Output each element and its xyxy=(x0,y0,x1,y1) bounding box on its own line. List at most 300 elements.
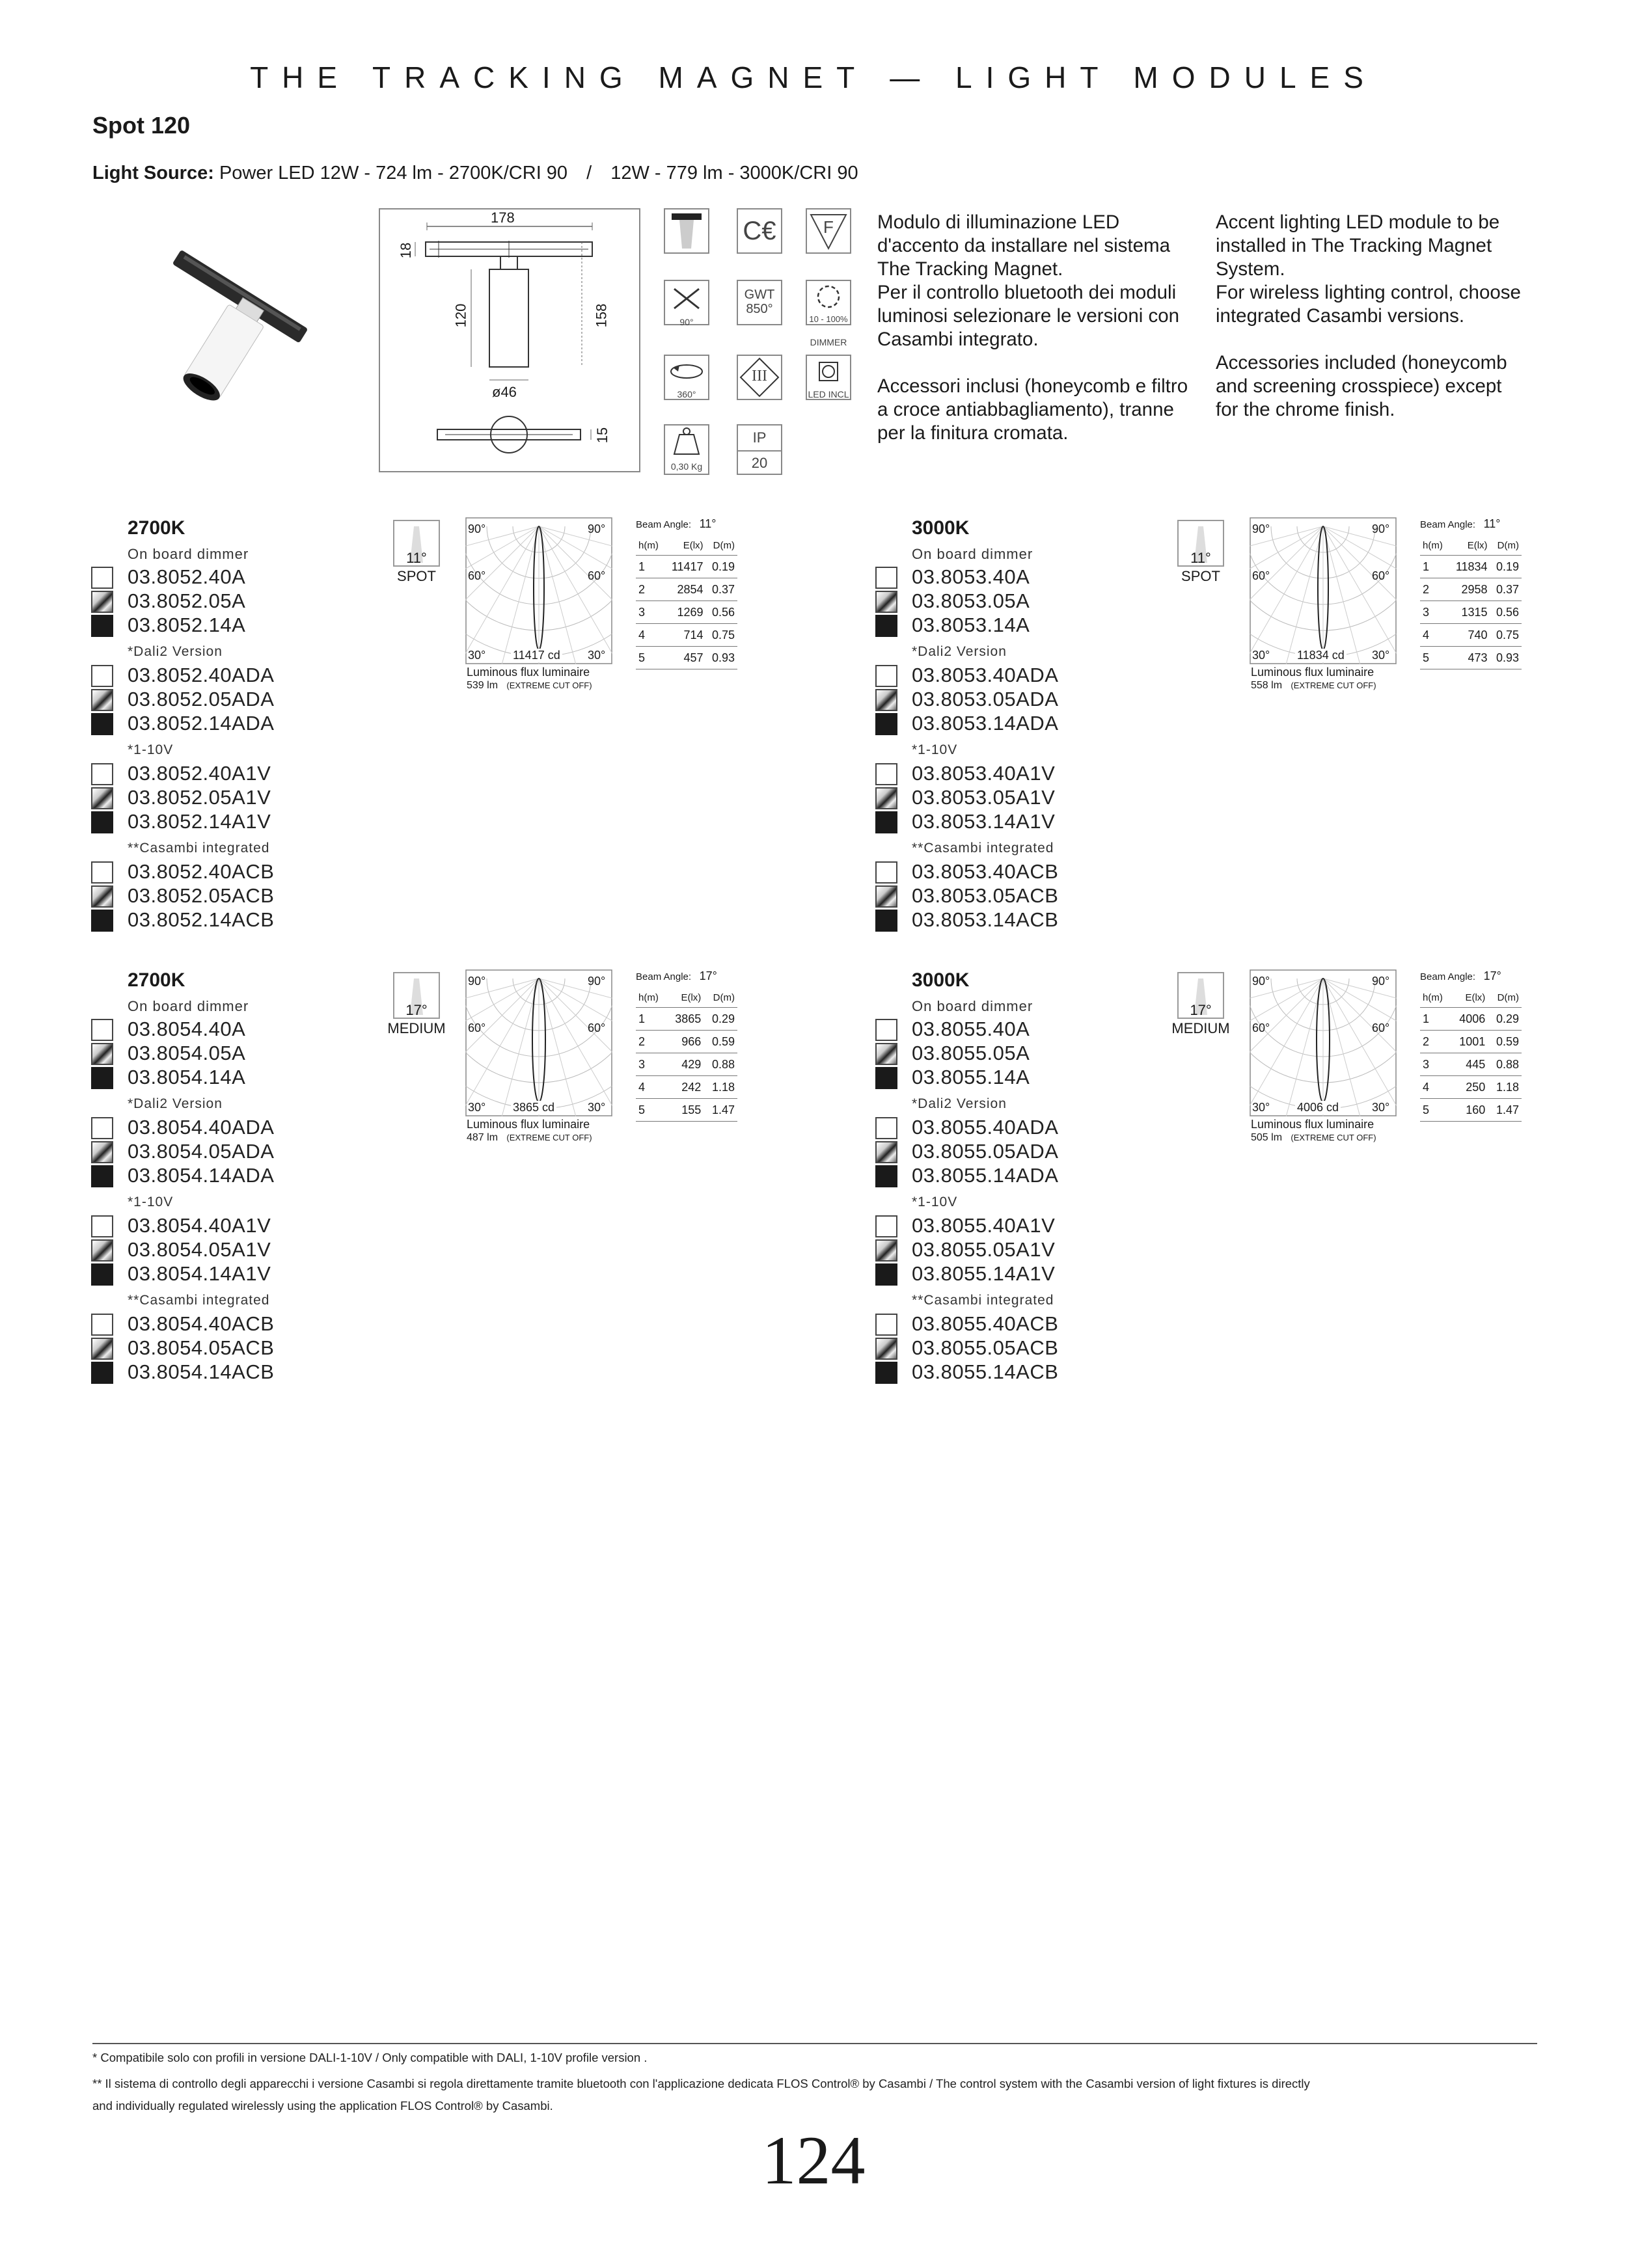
table-header-cell: E(lx) xyxy=(1449,535,1490,556)
table-cell: 0.75 xyxy=(706,624,737,647)
polar-angle-30-left: 30° xyxy=(468,1101,486,1114)
led-included-icon: LED INCL xyxy=(806,355,851,400)
dim-diameter: ø46 xyxy=(492,384,517,400)
product-code: 03.8054.05A xyxy=(128,1042,246,1064)
description-en-line: Accent lighting LED module to be xyxy=(1216,211,1500,233)
table-row xyxy=(1420,647,1522,669)
table-row xyxy=(636,624,737,647)
beam-angle-badge: 17° xyxy=(405,1002,428,1018)
polar-angle-90-right: 90° xyxy=(1372,975,1390,988)
polar-candela: 4006 cd xyxy=(1295,1101,1341,1114)
code-group-label: *1-10V xyxy=(128,1195,174,1209)
product-code: 03.8052.40A1V xyxy=(128,762,271,785)
table-cell: 155 xyxy=(666,1099,704,1122)
beam-angle-label: Beam Angle: xyxy=(636,519,692,530)
product-code: 03.8052.14A xyxy=(128,614,246,636)
code-group-label: **Casambi integrated xyxy=(912,841,1054,856)
product-code: 03.8055.40A xyxy=(912,1018,1030,1040)
footnote-3: and individually regulated wirelessly using the application FLOS Control® by Casambi. xyxy=(92,2099,553,2113)
gwt-icon: GWT 850° xyxy=(737,280,782,325)
beam-type-label: MEDIUM xyxy=(1171,1020,1230,1036)
table-cell: 0.93 xyxy=(706,647,737,669)
beam-angle-label: Beam Angle: xyxy=(1420,519,1476,530)
code-group-label: **Casambi integrated xyxy=(128,841,270,856)
product-code: 03.8052.14ADA xyxy=(128,712,275,735)
table-cell: 1 xyxy=(636,556,664,578)
photometric-table xyxy=(636,988,737,1122)
product-code: 03.8054.05A1V xyxy=(128,1238,271,1261)
product-code: 03.8053.14A1V xyxy=(912,810,1056,833)
finish-swatch-chrome xyxy=(875,689,897,711)
product-code: 03.8055.14A1V xyxy=(912,1262,1056,1285)
flux-lumens: 487 lm xyxy=(467,1132,499,1143)
beam-angle-label: Beam Angle: xyxy=(1420,971,1476,982)
table-cell: 2 xyxy=(636,578,664,601)
product-code: 03.8053.14ACB xyxy=(912,908,1059,931)
finish-swatch-white xyxy=(875,861,897,884)
flux-label: Luminous flux luminaire xyxy=(467,666,590,679)
polar-angle-60-left: 60° xyxy=(1252,1021,1270,1034)
cut-off-label: (EXTREME CUT OFF) xyxy=(506,681,592,690)
product-code: 03.8052.05A1V xyxy=(128,786,271,809)
table-row xyxy=(1420,1099,1522,1122)
finish-swatch-black xyxy=(91,1165,113,1187)
table-cell: 3 xyxy=(636,601,664,624)
finish-swatch-chrome xyxy=(875,885,897,908)
table-header-cell: h(m) xyxy=(1420,535,1449,556)
cut-off-label: (EXTREME CUT OFF) xyxy=(1291,1133,1376,1142)
table-cell: 5 xyxy=(636,1099,666,1122)
polar-angle-30-right: 30° xyxy=(588,1101,606,1114)
table-header-cell: D(m) xyxy=(706,535,737,556)
table-header-cell: h(m) xyxy=(636,988,666,1008)
beam-angle-badge: 11° xyxy=(406,550,427,566)
finish-swatch-black xyxy=(91,910,113,932)
footnote-1: * Compatibile solo con profili in versione DALI-1-10V / Only compatible with DALI, 1-10V profile version . xyxy=(92,2051,648,2064)
beam-angle-label: Beam Angle: xyxy=(636,971,692,982)
weight-icon: 0,30 Kg xyxy=(664,424,709,475)
product-code: 03.8055.05ADA xyxy=(912,1140,1059,1163)
finish-swatch-white xyxy=(91,1215,113,1237)
product-code: 03.8053.05A xyxy=(912,589,1030,612)
section-subtitle: On board dimmer xyxy=(912,998,1033,1014)
finish-swatch-black xyxy=(875,910,897,932)
table-cell: 1 xyxy=(1420,556,1449,578)
product-code: 03.8054.14ADA xyxy=(128,1164,275,1187)
product-code: 03.8053.05ACB xyxy=(912,884,1059,907)
description-it-line: luminosi selezionare le versioni con xyxy=(877,305,1180,327)
table-header-cell: D(m) xyxy=(704,988,737,1008)
finish-swatch-chrome xyxy=(875,1239,897,1262)
table-cell: 1.47 xyxy=(704,1099,737,1122)
table-cell: 4006 xyxy=(1451,1008,1488,1031)
flux-lumens: 505 lm xyxy=(1251,1132,1283,1143)
table-row xyxy=(1420,556,1522,578)
table-cell: 714 xyxy=(664,624,706,647)
table-row xyxy=(1420,601,1522,624)
description-it xyxy=(877,211,1203,445)
table-cell: 3 xyxy=(1420,601,1449,624)
beam-angle-header xyxy=(636,969,717,983)
polar-angle-30-right: 30° xyxy=(588,649,606,662)
footnotes xyxy=(92,2047,1550,2117)
finish-swatch-white xyxy=(875,567,897,589)
product-code: 03.8052.14A1V xyxy=(128,810,271,833)
beam-angle-value: 17° xyxy=(699,969,717,982)
polar-angle-90-left: 90° xyxy=(1252,975,1270,988)
page-title: THE TRACKING MAGNET — LIGHT MODULES xyxy=(250,61,1377,94)
finish-swatch-black xyxy=(91,1263,113,1286)
table-cell: 250 xyxy=(1451,1076,1488,1099)
light-source-b: 12W - 779 lm - 3000K/CRI 90 xyxy=(610,163,858,183)
product-code: 03.8052.40ACB xyxy=(128,860,275,883)
table-cell: 0.19 xyxy=(1490,556,1522,578)
flux-value xyxy=(467,1132,592,1144)
table-cell: 0.75 xyxy=(1490,624,1522,647)
code-group-label: *Dali2 Version xyxy=(912,644,1007,659)
product-code: 03.8053.40A xyxy=(912,565,1030,588)
finish-swatch-black xyxy=(91,615,113,637)
table-header-row xyxy=(1420,988,1522,1008)
product-code: 03.8055.40ADA xyxy=(912,1116,1059,1139)
finish-swatch-chrome xyxy=(91,1338,113,1360)
product-code: 03.8055.14ADA xyxy=(912,1164,1059,1187)
spot-beam-icon xyxy=(664,208,709,254)
table-cell: 5 xyxy=(1420,1099,1451,1122)
table-cell: 1.18 xyxy=(1488,1076,1522,1099)
flux-label: Luminous flux luminaire xyxy=(1251,666,1374,679)
polar-angle-30-left: 30° xyxy=(468,649,486,662)
flux-value xyxy=(1251,1132,1376,1144)
code-group-label: *Dali2 Version xyxy=(912,1096,1007,1111)
product-code: 03.8055.05A1V xyxy=(912,1238,1056,1261)
description-it-line: Per il controllo bluetooth dei moduli xyxy=(877,282,1177,303)
product-code: 03.8053.14A xyxy=(912,614,1030,636)
table-cell: 429 xyxy=(666,1053,704,1076)
product-code: 03.8055.14ACB xyxy=(912,1360,1059,1383)
table-cell: 3 xyxy=(1420,1053,1451,1076)
product-code: 03.8054.40A xyxy=(128,1018,246,1040)
table-header-cell: D(m) xyxy=(1488,988,1522,1008)
product-code: 03.8053.40A1V xyxy=(912,762,1056,785)
finish-swatch-white xyxy=(875,1314,897,1336)
table-cell: 2 xyxy=(1420,578,1449,601)
polar-angle-30-left: 30° xyxy=(1252,1101,1270,1114)
polar-angle-90-right: 90° xyxy=(588,975,606,988)
finish-swatch-black xyxy=(91,1067,113,1089)
flux-value xyxy=(1251,680,1376,692)
table-cell: 0.88 xyxy=(1488,1053,1522,1076)
table-cell: 0.37 xyxy=(1490,578,1522,601)
table-header-cell: h(m) xyxy=(636,535,664,556)
description-it-line: d'accento da installare nel sistema xyxy=(877,235,1171,256)
finish-swatch-black xyxy=(91,1362,113,1384)
polar-angle-60-right: 60° xyxy=(588,569,606,582)
flux-lumens: 539 lm xyxy=(467,680,499,691)
table-row xyxy=(636,556,737,578)
finish-swatch-white xyxy=(875,763,897,785)
table-row xyxy=(636,1031,737,1053)
polar-candela: 3865 cd xyxy=(511,1101,556,1114)
description-en-line xyxy=(1216,328,1554,351)
product-code: 03.8055.40ACB xyxy=(912,1312,1059,1335)
product-code: 03.8054.14A1V xyxy=(128,1262,271,1285)
section-subtitle: On board dimmer xyxy=(128,546,249,562)
table-cell: 1.18 xyxy=(704,1076,737,1099)
description-it-line: per la finitura cromata. xyxy=(877,422,1069,444)
product-code: 03.8052.05A xyxy=(128,589,246,612)
description-it-line: Accessori inclusi (honeycomb e filtro xyxy=(877,375,1188,397)
polar-angle-90-left: 90° xyxy=(1252,522,1270,535)
table-cell: 740 xyxy=(1449,624,1490,647)
rotation-icon: 360° xyxy=(664,355,709,400)
flux-label: Luminous flux luminaire xyxy=(1251,1118,1374,1131)
beam-angle-header xyxy=(1420,969,1501,983)
dim-top: 18 xyxy=(398,242,415,259)
description-en xyxy=(1216,211,1554,422)
description-en-line: For wireless lighting control, choose xyxy=(1216,282,1521,303)
finish-swatch-black xyxy=(875,615,897,637)
table-header-row xyxy=(636,988,737,1008)
finish-swatch-chrome xyxy=(875,787,897,809)
code-group-label: *Dali2 Version xyxy=(128,644,223,659)
product-code: 03.8053.40ACB xyxy=(912,860,1059,883)
polar-angle-90-left: 90° xyxy=(468,522,486,535)
section-temperature: 2700K xyxy=(128,517,185,539)
code-group-label: *1-10V xyxy=(912,742,958,757)
photometric-table xyxy=(1420,988,1522,1122)
section-temperature: 2700K xyxy=(128,969,185,991)
description-en-line: installed in The Tracking Magnet xyxy=(1216,235,1492,256)
table-header-cell: D(m) xyxy=(1490,535,1522,556)
product-code: 03.8054.40ACB xyxy=(128,1312,275,1335)
beam-type-label: MEDIUM xyxy=(387,1020,446,1036)
table-row xyxy=(1420,1076,1522,1099)
table-cell: 4 xyxy=(636,624,664,647)
finish-swatch-white xyxy=(91,567,113,589)
table-cell: 1315 xyxy=(1449,601,1490,624)
product-code: 03.8054.40A1V xyxy=(128,1214,271,1237)
polar-angle-90-left: 90° xyxy=(468,975,486,988)
description-it-line: The Tracking Magnet. xyxy=(877,258,1063,280)
product-code: 03.8054.05ADA xyxy=(128,1140,275,1163)
polar-candela: 11417 cd xyxy=(511,649,562,662)
code-group-label: *1-10V xyxy=(128,742,174,757)
finish-swatch-black xyxy=(875,1263,897,1286)
finish-swatch-chrome xyxy=(875,1141,897,1163)
table-cell: 1001 xyxy=(1451,1031,1488,1053)
finish-swatch-black xyxy=(875,811,897,833)
table-cell: 242 xyxy=(666,1076,704,1099)
product-code: 03.8053.14ADA xyxy=(912,712,1059,735)
section-temperature: 3000K xyxy=(912,969,970,991)
dimmer-label: DIMMER xyxy=(810,337,847,347)
table-row xyxy=(636,647,737,669)
description-it-line: a croce antiabbagliamento), tranne xyxy=(877,399,1174,420)
beam-angle-value: 11° xyxy=(1483,517,1501,530)
finish-swatch-black xyxy=(875,1067,897,1089)
table-row xyxy=(636,601,737,624)
table-cell: 1 xyxy=(1420,1008,1451,1031)
finish-swatch-white xyxy=(91,861,113,884)
description-en-line: Accessories included (honeycomb xyxy=(1216,352,1507,373)
dim-side: 15 xyxy=(594,427,611,444)
polar-angle-60-right: 60° xyxy=(588,1021,606,1034)
finish-swatch-chrome xyxy=(91,885,113,908)
footnote-2: ** Il sistema di controllo degli apparecchi i versione Casambi si regola direttamente tramite bluetooth con l'applicazione dedicata FLOS Control® by Casambi / The control system with the Casambi version of light fixtures is directly xyxy=(92,2077,1310,2090)
product-code: 03.8055.40A1V xyxy=(912,1214,1056,1237)
dim-total: 158 xyxy=(593,303,610,328)
table-cell: 2958 xyxy=(1449,578,1490,601)
product-code: 03.8053.05A1V xyxy=(912,786,1056,809)
table-cell: 11417 xyxy=(664,556,706,578)
polar-angle-90-right: 90° xyxy=(1372,522,1390,535)
dimmer-icon: 10 - 100% xyxy=(806,280,851,325)
table-cell: 0.56 xyxy=(1490,601,1522,624)
finish-swatch-white xyxy=(91,1019,113,1041)
table-cell: 2854 xyxy=(664,578,706,601)
table-cell: 2 xyxy=(636,1031,666,1053)
table-cell: 4 xyxy=(636,1076,666,1099)
table-cell: 2 xyxy=(1420,1031,1451,1053)
polar-angle-60-left: 60° xyxy=(468,569,486,582)
table-row xyxy=(1420,1053,1522,1076)
cut-off-label: (EXTREME CUT OFF) xyxy=(1291,681,1376,690)
description-en-line: and screening crosspiece) except xyxy=(1216,375,1502,397)
polar-diagram xyxy=(1250,517,1397,664)
section-subtitle: On board dimmer xyxy=(128,998,249,1014)
table-row xyxy=(1420,1008,1522,1031)
product-code: 03.8055.05A xyxy=(912,1042,1030,1064)
section-temperature: 3000K xyxy=(912,517,970,539)
polar-angle-90-right: 90° xyxy=(588,522,606,535)
table-row xyxy=(1420,624,1522,647)
finish-swatch-black xyxy=(91,811,113,833)
code-group-label: **Casambi integrated xyxy=(912,1293,1054,1308)
finish-swatch-chrome xyxy=(875,1338,897,1360)
light-source-a: Power LED 12W - 724 lm - 2700K/CRI 90 xyxy=(219,163,568,183)
beam-type-label: SPOT xyxy=(1181,568,1220,584)
table-row xyxy=(636,578,737,601)
light-source-separator: / xyxy=(586,163,592,183)
flux-value xyxy=(467,680,592,692)
finish-swatch-chrome xyxy=(91,787,113,809)
tilt-icon: 90° xyxy=(664,280,709,325)
table-cell: 3 xyxy=(636,1053,666,1076)
polar-angle-30-right: 30° xyxy=(1372,1101,1390,1114)
product-name: Spot 120 xyxy=(92,112,191,139)
polar-angle-60-right: 60° xyxy=(1372,569,1390,582)
finish-swatch-chrome xyxy=(91,1043,113,1065)
table-header-cell: E(lx) xyxy=(664,535,706,556)
cut-off-label: (EXTREME CUT OFF) xyxy=(506,1133,592,1142)
finish-swatch-chrome xyxy=(875,1043,897,1065)
product-code: 03.8052.14ACB xyxy=(128,908,275,931)
finish-swatch-black xyxy=(91,713,113,735)
light-source-label: Light Source: xyxy=(92,163,214,183)
technical-drawing xyxy=(379,208,640,472)
finish-swatch-white xyxy=(91,665,113,687)
photometric-table xyxy=(1420,535,1522,669)
beam-angle-badge: 17° xyxy=(1190,1002,1212,1018)
description-en-line: System. xyxy=(1216,258,1285,280)
polar-diagram xyxy=(465,969,612,1116)
finish-swatch-chrome xyxy=(91,1141,113,1163)
table-cell: 5 xyxy=(636,647,664,669)
table-cell: 160 xyxy=(1451,1099,1488,1122)
ip-rating-icon: IP 20 xyxy=(737,424,782,475)
polar-candela: 11834 cd xyxy=(1295,649,1347,662)
table-cell: 1.47 xyxy=(1488,1099,1522,1122)
product-code: 03.8054.40ADA xyxy=(128,1116,275,1139)
description-en-line: for the chrome finish. xyxy=(1216,399,1395,420)
finish-swatch-chrome xyxy=(91,591,113,613)
photometric-table xyxy=(636,535,737,669)
table-row xyxy=(636,1053,737,1076)
light-source-line xyxy=(92,163,858,184)
product-code: 03.8052.05ADA xyxy=(128,688,275,710)
table-header-row xyxy=(1420,535,1522,556)
beam-type-label: SPOT xyxy=(397,568,436,584)
product-code: 03.8052.40ADA xyxy=(128,664,275,686)
table-cell: 4 xyxy=(1420,1076,1451,1099)
table-cell: 473 xyxy=(1449,647,1490,669)
finish-swatch-white xyxy=(875,1215,897,1237)
polar-angle-60-left: 60° xyxy=(468,1021,486,1034)
beam-angle-badge: 11° xyxy=(1190,550,1211,566)
polar-angle-30-right: 30° xyxy=(1372,649,1390,662)
product-code: 03.8055.14A xyxy=(912,1066,1030,1088)
polar-diagram xyxy=(1250,969,1397,1116)
table-header-cell: E(lx) xyxy=(1451,988,1488,1008)
finish-swatch-white xyxy=(875,665,897,687)
table-cell: 1269 xyxy=(664,601,706,624)
finish-swatch-white xyxy=(875,1019,897,1041)
finish-swatch-chrome xyxy=(91,689,113,711)
table-row xyxy=(636,1076,737,1099)
table-cell: 5 xyxy=(1420,647,1449,669)
f-mark-icon: F xyxy=(806,208,851,254)
polar-diagram xyxy=(465,517,612,664)
dim-width: 178 xyxy=(491,209,515,226)
product-code: 03.8055.05ACB xyxy=(912,1336,1059,1359)
product-code: 03.8052.40A xyxy=(128,565,246,588)
polar-angle-60-right: 60° xyxy=(1372,1021,1390,1034)
class-iii-icon: III xyxy=(737,355,782,400)
beam-angle-value: 11° xyxy=(699,517,717,530)
table-cell: 11834 xyxy=(1449,556,1490,578)
polar-angle-60-left: 60° xyxy=(1252,569,1270,582)
ce-mark-icon: C€ xyxy=(737,208,782,254)
finish-swatch-white xyxy=(875,1117,897,1139)
finish-swatch-black xyxy=(875,713,897,735)
table-cell: 0.29 xyxy=(1488,1008,1522,1031)
finish-swatch-chrome xyxy=(91,1239,113,1262)
table-row xyxy=(1420,578,1522,601)
finish-swatch-white xyxy=(91,763,113,785)
flux-label: Luminous flux luminaire xyxy=(467,1118,590,1131)
table-cell: 0.88 xyxy=(704,1053,737,1076)
product-code: 03.8052.05ACB xyxy=(128,884,275,907)
product-code: 03.8054.14A xyxy=(128,1066,246,1088)
table-header-row xyxy=(636,535,737,556)
product-code: 03.8054.05ACB xyxy=(128,1336,275,1359)
table-row xyxy=(1420,1031,1522,1053)
dim-body: 120 xyxy=(452,303,469,328)
table-cell: 0.93 xyxy=(1490,647,1522,669)
table-cell: 0.59 xyxy=(704,1031,737,1053)
beam-angle-header xyxy=(636,517,716,531)
